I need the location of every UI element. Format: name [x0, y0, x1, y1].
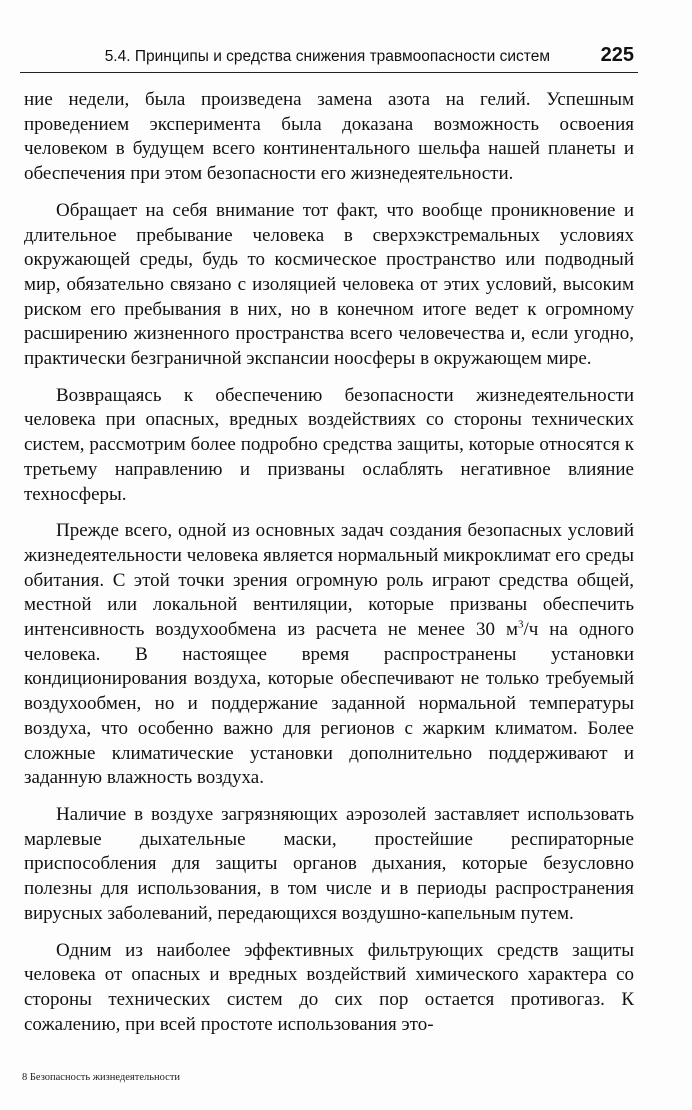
superscript-cubic: 3 [517, 618, 524, 631]
signature-mark: 8 [22, 1072, 28, 1083]
paragraph-2: Обращает на себя внимание тот факт, что вообще проникновение и длительное пребывание человека в сверхэкстремальных условиях окружающей среды, будь то космическое пространство или подводный мир, обязательно связано с изоляцией человека от этих условий, высоким риском его пребывания в них, но в конечном итоге ведет к огромному расширению жизненного пространства всего человечества и, если угодно, практически безграничной экспансии ноосферы в окружающем мире. [24, 199, 634, 370]
footer-text: Безопасность жизнедеятельности [29, 1072, 181, 1083]
paragraph-4 [24, 519, 634, 791]
paragraph-6: Одним из наиболее эффективных фильтрующих средств защиты человека от опасных и вредных воздействий химического характера со стороны технических систем до сих пор остается противогаз. К сожалению, при всей простоте использования это- [24, 939, 634, 1035]
page-number: 225 [600, 44, 634, 66]
paragraph-5: Наличие в воздухе загрязняющих аэрозолей заставляет использовать марлевые дыхательные маски, простейшие респираторные приспособления для защиты органов дыхания, которые безусловно полезны для использования, в том числе и в периоды распространения вирусных заболеваний, передающихся воздушно-капельным путем. [24, 803, 634, 924]
page-footer [22, 1072, 180, 1083]
section-title: 5.4. Принципы и средства снижения травмоопасности систем [104, 48, 550, 65]
paragraph-1: ние недели, была произведена замена азота на гелий. Успешным проведением эксперимента была доказана возможность освоения человеком в будущем всего континентального шельфа нашей планеты и обеспечения при этом безопасности его жизнедеятельности. [24, 89, 634, 185]
body-text [24, 88, 634, 1037]
paragraph-3: Возвращаясь к обеспечению безопасности жизнедеятельности человека при опасных, вредных воздействиях со стороны технических систем, рассмотрим более подробно средства защиты, которые относятся к третьему направлению и призваны ослаблять негативное влияние техносферы. [24, 384, 634, 505]
paragraph-4-text-start: Прежде всего, одной из основных задач создания безопасных условий жизнедеятельности человека является нормальный микроклимат его среды обитания. С этой точки зрения огромную роль играют средства общей, местной или локальной вентиляции, которые призваны обеспечить интенсивность воздухообмена из расчета не менее 30 м [24, 520, 634, 641]
running-header [20, 42, 638, 73]
paragraph-4-text-end: /ч на одного человека. В настоящее время распространены установки кондиционирования воздуха, которые обеспечивают не только требуемый воздухообмен, но и поддержание заданной нормальной температуры воздуха, что особенно важно для регионов с жарким климатом. Более сложные климатические установки дополнительно поддерживают и заданную влажность воздуха. [24, 619, 634, 789]
